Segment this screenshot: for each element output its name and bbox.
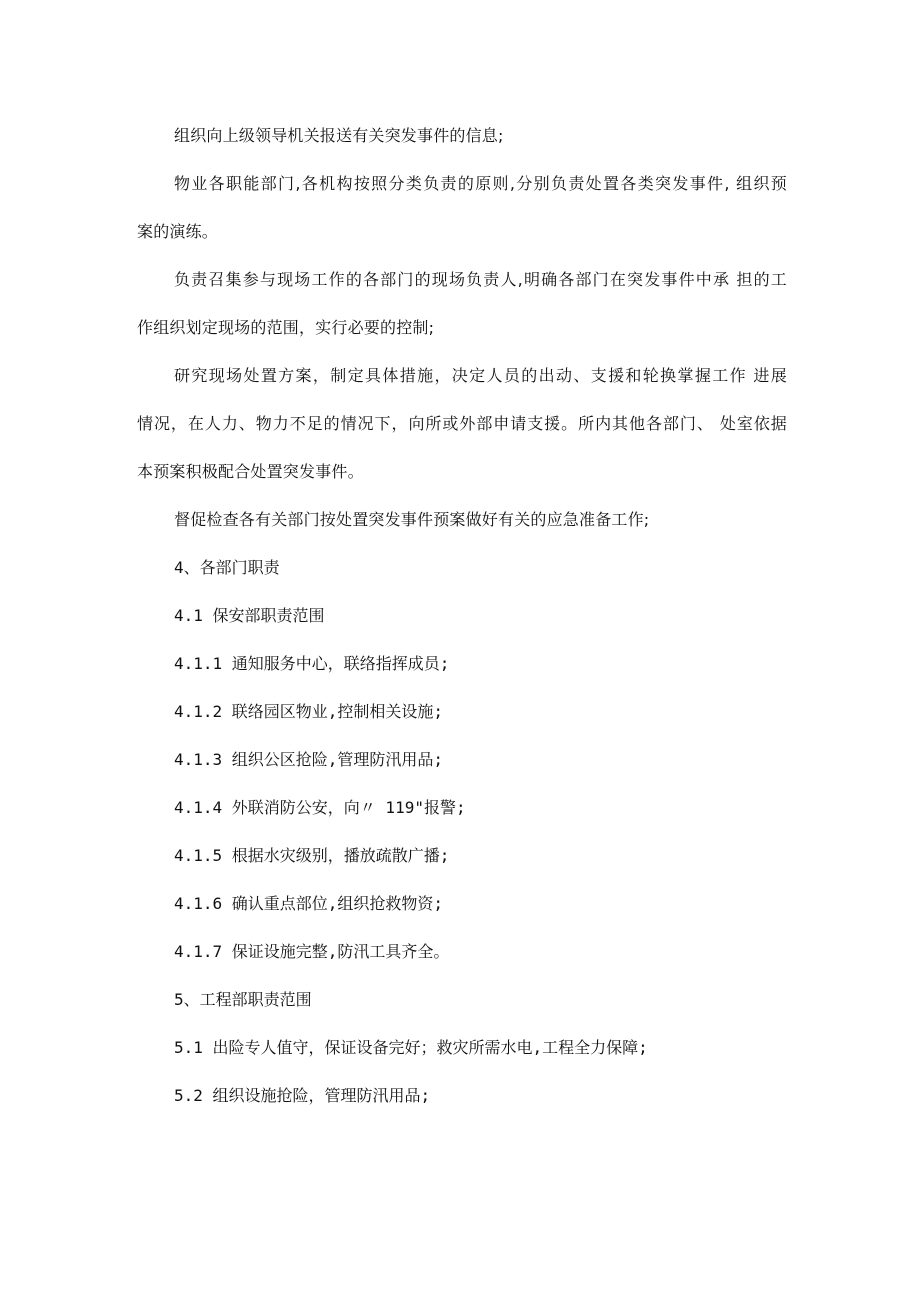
section-heading: 5、工程部职责范围	[174, 990, 312, 1009]
paragraph-line: 负责召集参与现场工作的各部门的现场负责人,明确各部门在突发事件中承 担的工	[174, 270, 787, 289]
list-item: 4.1.4 外联消防公安，向〃 119"报警;	[174, 798, 466, 817]
list-item: 4.1.5 根据水灾级别，播放疏散广播;	[174, 846, 450, 865]
paragraph-line: 物业各职能部门,各机构按照分类负责的原则,分别负责处置各类突发事件, 组织预	[174, 174, 787, 193]
paragraph-line: 督促检查各有关部门按处置突发事件预案做好有关的应急准备工作;	[174, 510, 650, 529]
paragraph-line: 研究现场处置方案，制定具体措施，决定人员的出动、支援和轮换掌握工作 进展	[174, 366, 787, 385]
list-item: 4.1.3 组织公区抢险,管理防汛用品;	[174, 750, 444, 769]
paragraph-line: 案的演练。	[137, 222, 219, 241]
subsection-heading: 4.1 保安部职责范围	[174, 606, 325, 625]
paragraph-line: 本预案积极配合处置突发事件。	[137, 462, 364, 481]
list-item: 4.1.1 通知服务中心，联络指挥成员;	[174, 654, 450, 673]
section-heading: 4、各部门职责	[174, 558, 280, 577]
list-item: 4.1.7 保证设施完整,防汛工具齐全。	[174, 942, 450, 961]
paragraph-line: 组织向上级领导机关报送有关突发事件的信息;	[174, 126, 504, 145]
subsection-item: 5.2 组织设施抢险，管理防汛用品;	[174, 1086, 431, 1105]
paragraph-line: 作组织划定现场的范围，实行必要的控制;	[137, 318, 435, 337]
paragraph-line: 情况，在人力、物力不足的情况下，向所或外部申请支援。所内其他各部门、 处室依据	[137, 414, 787, 433]
subsection-item: 5.1 出险专人值守，保证设备完好；救灾所需水电,工程全力保障;	[174, 1038, 648, 1057]
list-item: 4.1.2 联络园区物业,控制相关设施;	[174, 702, 444, 721]
list-item: 4.1.6 确认重点部位,组织抢救物资;	[174, 894, 444, 913]
